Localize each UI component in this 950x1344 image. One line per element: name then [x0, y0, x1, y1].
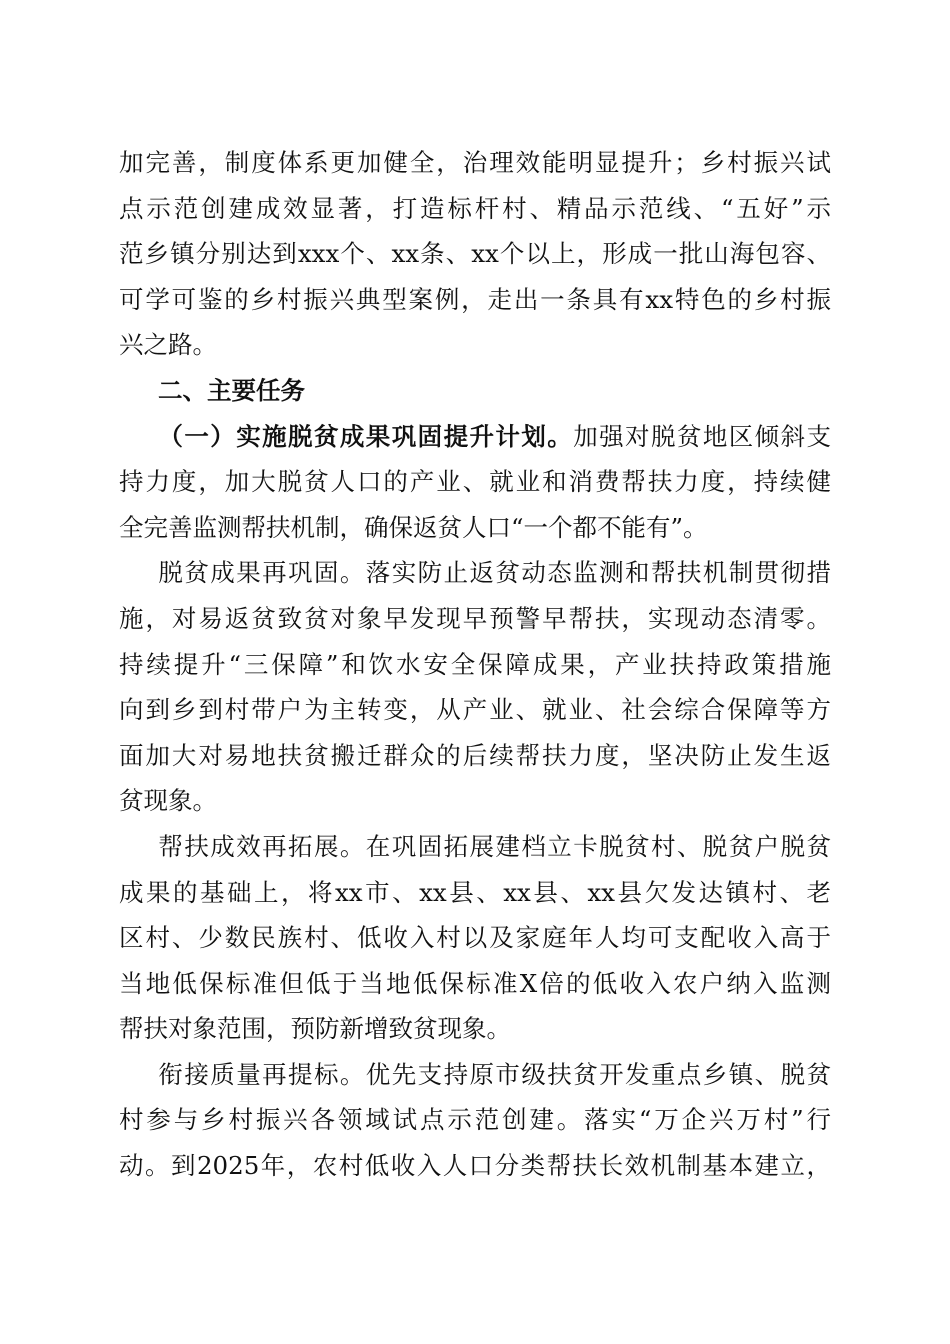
- paragraph-text: 帮扶成效再拓展。在巩固拓展建档立卡脱贫村、脱贫户脱贫: [157, 831, 831, 861]
- paragraph-first-line: [119, 550, 831, 596]
- paragraph-text: 衔接质量再提标。优先支持原市级扶贫开发重点乡镇、脱贫: [157, 1059, 831, 1089]
- body-text-line: 加完善，制度体系更加健全，治理效能明显提升；乡村振兴试: [119, 148, 831, 177]
- body-text-line: 兴之路。: [119, 330, 217, 360]
- body-text-line: 持续提升“三保障”和饮水安全保障成果，产业扶持政策措施: [119, 649, 831, 679]
- body-text-line: 贫现象。: [119, 786, 217, 816]
- body-text-line: 成果的基础上，将xx市、xx县、xx县、xx县欠发达镇村、老: [119, 877, 831, 907]
- paragraph-first-line: [119, 1052, 831, 1098]
- body-text-line: 动。到2025年，农村低收入人口分类帮扶长效机制基本建立，: [119, 1151, 831, 1181]
- document-body: [119, 140, 831, 1189]
- body-text-line: 施，对易返贫致贫对象早发现早预警早帮扶，实现动态清零。: [119, 603, 831, 633]
- body-text-line: 可学可鉴的乡村振兴典型案例，走出一条具有xx特色的乡村振: [119, 284, 831, 314]
- section-heading: 二、主要任务: [158, 375, 305, 405]
- body-text-line: 当地低保标准但低于当地低保标准X倍的低收入农户纳入监测: [119, 968, 831, 998]
- body-text-line: 全完善监测帮扶机制，确保返贫人口“一个都不能有”。: [119, 512, 708, 542]
- body-text-line: 点示范创建成效显著，打造标杆村、精品示范线、“五好”示: [119, 193, 831, 223]
- body-text-line: 持力度，加大脱贫人口的产业、就业和消费帮扶力度，持续健: [119, 467, 831, 497]
- body-text-line: 帮扶对象范围，预防新增致贫现象。: [119, 1014, 511, 1044]
- subsection-first-line: [119, 414, 831, 460]
- body-text-line: 村参与乡村振兴各领域试点示范创建。落实“万企兴万村”行: [119, 1105, 831, 1135]
- subsection-text: 加强对脱贫地区倾斜支: [573, 421, 831, 451]
- body-text-line: 面加大对易地扶贫搬迁群众的后续帮扶力度，坚决防止发生返: [119, 740, 831, 770]
- body-text-line: 范乡镇分别达到xxx个、xx条、xx个以上，形成一批山海包容、: [119, 239, 831, 269]
- body-text-line: 向到乡到村带户为主转变，从产业、就业、社会综合保障等方: [119, 695, 831, 725]
- subsection-title: （一）实施脱贫成果巩固提升计划。: [157, 421, 574, 451]
- paragraph-text: 脱贫成果再巩固。落实防止返贫动态监测和帮扶机制贯彻措: [157, 558, 831, 588]
- paragraph-first-line: [119, 824, 831, 870]
- body-text-line: 区村、少数民族村、低收入村以及家庭年人均可支配收入高于: [119, 923, 831, 953]
